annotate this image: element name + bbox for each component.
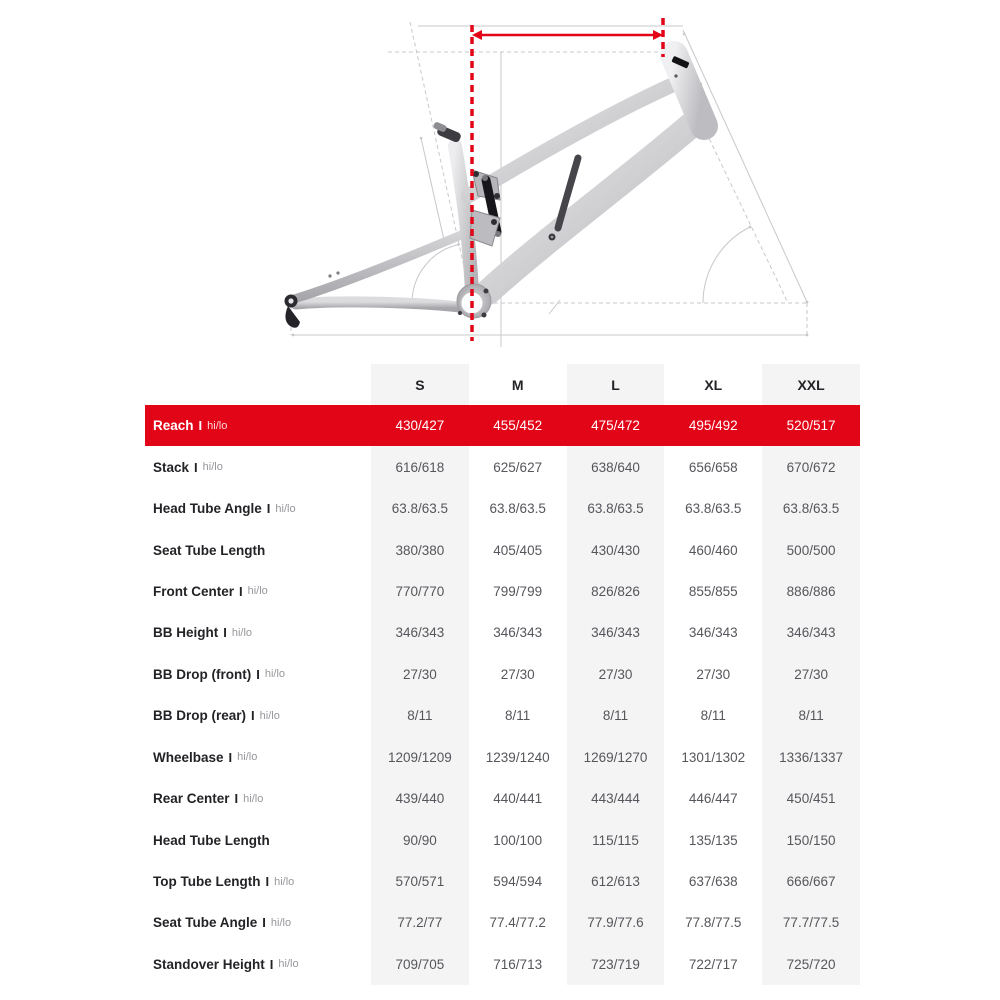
geometry-value: 346/343 (688, 625, 738, 641)
label-separator: I (256, 666, 260, 682)
geometry-value: 520/517 (786, 418, 836, 434)
row-label-cell (145, 654, 371, 695)
geometry-value: 27/30 (567, 654, 665, 695)
geometry-value: 637/638 (688, 874, 738, 890)
row-label: Rear Center (153, 791, 230, 807)
geometry-value: 8/11 (700, 708, 726, 724)
geometry-value: 63.8/63.5 (371, 488, 469, 529)
row-suffix: hi/lo (275, 502, 296, 515)
geometry-value: 63.8/63.5 (567, 488, 665, 529)
bike-geometry-diagram (0, 0, 1000, 360)
row-suffix: hi/lo (207, 419, 228, 432)
table-row-stack (145, 446, 860, 487)
geometry-value: 594/594 (493, 874, 543, 890)
geometry-value: 725/720 (762, 944, 860, 985)
geometry-value: 27/30 (696, 666, 731, 682)
label-separator: I (251, 708, 255, 724)
row-suffix: hi/lo (259, 709, 280, 722)
row-label-cell (145, 819, 371, 860)
label-separator: I (223, 625, 227, 641)
geometry-value: 1301/1302 (681, 749, 746, 765)
geometry-value: 886/886 (762, 571, 860, 612)
chainstay (296, 302, 468, 308)
geometry-value: 115/115 (567, 819, 665, 860)
row-label-cell (145, 737, 371, 778)
row-label-cell (145, 944, 371, 985)
geometry-value: 8/11 (371, 695, 469, 736)
row-label: Seat Tube Length (153, 542, 266, 558)
row-suffix: hi/lo (264, 668, 286, 681)
row-suffix: hi/lo (202, 461, 223, 474)
label-separator: I (269, 956, 274, 972)
geometry-value: 135/135 (688, 832, 738, 848)
geometry-value: 430/430 (567, 529, 665, 570)
geometry-value: 1269/1270 (567, 737, 665, 778)
geometry-value: 500/500 (762, 529, 860, 570)
label-separator: I (194, 459, 198, 475)
row-label-cell (145, 488, 371, 529)
geometry-value: 723/719 (567, 944, 665, 985)
geometry-value: 77.7/77.5 (762, 902, 860, 943)
down-tube (488, 120, 697, 292)
column-header-l: L (567, 364, 665, 405)
geometry-value: 638/640 (567, 446, 665, 487)
column-header-xl: XL (704, 376, 723, 393)
table-row-bb-height (145, 612, 860, 653)
column-header-s: S (371, 364, 469, 405)
row-label-cell (145, 529, 371, 570)
row-label: Front Center (153, 583, 234, 599)
geometry-value: 90/90 (371, 819, 469, 860)
geometry-value: 346/343 (493, 625, 543, 641)
table-row-standover-height (145, 944, 860, 985)
head-angle-arc (703, 227, 750, 303)
row-suffix: hi/lo (247, 585, 268, 598)
geometry-value: 1209/1209 (371, 737, 469, 778)
geometry-value: 625/627 (493, 459, 543, 475)
geometry-value: 799/799 (493, 583, 543, 599)
row-label-cell (145, 695, 371, 736)
table-header-row (145, 364, 860, 405)
row-label-cell (145, 861, 371, 902)
row-suffix: hi/lo (237, 751, 258, 764)
table-row-seat-tube-angle (145, 902, 860, 943)
geometry-value: 27/30 (500, 666, 535, 682)
row-label: Seat Tube Angle (153, 915, 258, 931)
row-label: Standover Height (153, 956, 265, 972)
row-label: Reach (153, 418, 194, 434)
label-separator: I (198, 418, 203, 434)
table-row-bb-drop-rear (145, 695, 860, 736)
row-label-cell (145, 612, 371, 653)
table-row-head-tube-angle (145, 488, 860, 529)
row-suffix: hi/lo (243, 792, 264, 805)
geometry-value: 430/427 (395, 418, 445, 434)
geometry-value: 346/343 (762, 612, 860, 653)
table-row-rear-center (145, 778, 860, 819)
row-suffix: hi/lo (278, 958, 299, 971)
geometry-value: 1336/1337 (762, 737, 860, 778)
geometry-value: 63.8/63.5 (489, 501, 546, 517)
label-separator: I (262, 915, 266, 931)
row-label-cell (145, 446, 371, 487)
row-label-cell (145, 571, 371, 612)
row-label: Stack (153, 459, 190, 475)
label-separator: I (234, 791, 239, 807)
label-separator: I (266, 501, 271, 517)
table-row-head-tube-length (145, 819, 860, 860)
geometry-value: 77.9/77.6 (567, 902, 665, 943)
row-label: Top Tube Length (153, 874, 261, 890)
row-label: Head Tube Angle (153, 501, 262, 517)
geometry-value: 455/452 (493, 418, 543, 434)
geometry-value: 709/705 (371, 944, 469, 985)
table-row-front-center (145, 571, 860, 612)
geometry-value: 380/380 (371, 529, 469, 570)
geometry-value: 670/672 (762, 446, 860, 487)
geometry-value: 716/713 (493, 956, 543, 972)
geometry-value: 722/717 (688, 956, 738, 972)
geometry-value: 27/30 (762, 654, 860, 695)
table-row-wheelbase (145, 737, 860, 778)
geometry-value: 405/405 (493, 542, 543, 558)
row-label-cell (145, 778, 371, 819)
head-axis-outer-line (683, 30, 807, 302)
row-suffix: hi/lo (270, 916, 292, 929)
geometry-value: 100/100 (493, 832, 543, 848)
geometry-table (145, 364, 860, 985)
geometry-value: 446/447 (688, 791, 738, 807)
geometry-value: 8/11 (567, 695, 665, 736)
table-row-bb-drop-front (145, 654, 860, 695)
row-label: BB Drop (rear) (153, 708, 247, 724)
geometry-value: 63.8/63.5 (685, 501, 742, 517)
geometry-value: 443/444 (567, 778, 665, 819)
geometry-value: 460/460 (688, 542, 738, 558)
table-body (145, 405, 860, 985)
geometry-value: 63.8/63.5 (762, 488, 860, 529)
table-row-reach (145, 405, 860, 446)
geometry-value: 855/855 (688, 583, 738, 599)
table-row-top-tube-length (145, 861, 860, 902)
geometry-value: 150/150 (762, 819, 860, 860)
geometry-value: 770/770 (371, 571, 469, 612)
geometry-value: 8/11 (762, 695, 860, 736)
geometry-value: 666/667 (762, 861, 860, 902)
geometry-value: 570/571 (371, 861, 469, 902)
geometry-value: 1239/1240 (485, 749, 550, 765)
geometry-value: 450/451 (762, 778, 860, 819)
row-label: BB Drop (front) (153, 666, 252, 682)
table-row-seat-tube-length (145, 529, 860, 570)
geometry-value: 8/11 (505, 708, 531, 724)
geometry-value: 77.4/77.2 (489, 915, 546, 931)
table-corner-spacer (145, 364, 371, 405)
geometry-value: 77.8/77.5 (685, 915, 742, 931)
row-label-cell (145, 902, 371, 943)
bike-frame-illustration (285, 55, 705, 328)
geometry-value: 440/441 (493, 791, 543, 807)
geometry-value: 656/658 (688, 459, 738, 475)
seat-tube (455, 146, 472, 290)
row-suffix: hi/lo (231, 626, 253, 639)
geometry-value: 77.2/77 (371, 902, 469, 943)
geometry-value: 27/30 (371, 654, 469, 695)
geometry-value: 616/618 (371, 446, 469, 487)
label-separator: I (239, 583, 243, 599)
column-header-xxl: XXL (762, 364, 860, 405)
label-separator: I (265, 874, 270, 890)
geometry-value: 346/343 (567, 612, 665, 653)
label-separator: I (228, 749, 233, 765)
geometry-value: 495/492 (688, 418, 738, 434)
geometry-value: 346/343 (371, 612, 469, 653)
seat-tube-measure-line (421, 138, 444, 240)
row-label: Wheelbase (153, 749, 224, 765)
row-label: Head Tube Length (153, 832, 270, 848)
row-suffix: hi/lo (274, 875, 295, 888)
row-label-cell (145, 405, 371, 446)
geometry-value: 475/472 (591, 418, 640, 434)
row-label: BB Height (153, 625, 219, 641)
geometry-value: 826/826 (567, 571, 665, 612)
geometry-value: 612/613 (567, 861, 665, 902)
column-header-m: M (511, 376, 524, 393)
geometry-value: 439/440 (371, 778, 469, 819)
